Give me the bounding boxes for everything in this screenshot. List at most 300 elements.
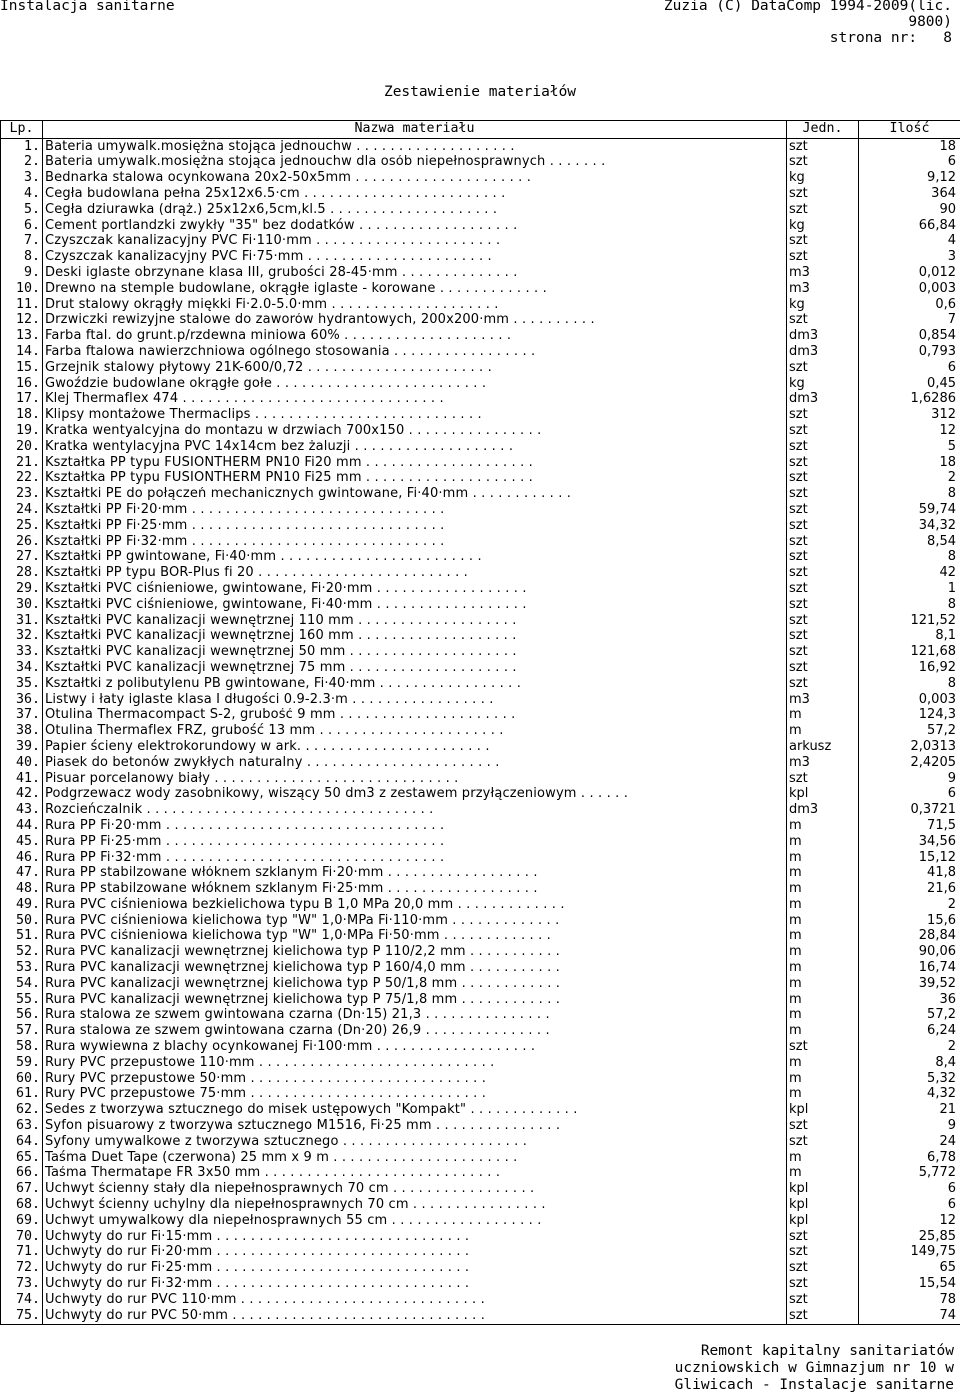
row-number: 32. <box>1 629 43 645</box>
table-row <box>1 518 960 534</box>
unit: szt <box>787 613 859 629</box>
row-number: 69. <box>1 1213 43 1229</box>
quantity: 36 <box>859 992 960 1008</box>
table-row <box>1 1134 960 1150</box>
quantity: 2,4205 <box>859 755 960 771</box>
unit: szt <box>787 660 859 676</box>
unit: szt <box>787 202 859 218</box>
quantity: 5,772 <box>859 1166 960 1182</box>
footer-line-3: Gliwicach - Instalacje sanitarne <box>675 1377 954 1393</box>
row-number: 5. <box>1 202 43 218</box>
table-row <box>1 708 960 724</box>
unit: dm3 <box>787 344 859 360</box>
material-name: Kształtki PE do połączeń mechanicznych gwintowane, Fi·40·mm . . . . . . . . . . . . <box>43 487 787 503</box>
material-name: Rozcieńczalnik . . . . . . . . . . . . . . . . . . . . . . . . . . . . . . . . . . <box>43 802 787 818</box>
quantity: 15,54 <box>859 1276 960 1292</box>
table-row <box>1 566 960 582</box>
material-name: Kształtka PP typu FUSIONTHERM PN10 Fi25 mm . . . . . . . . . . . . . . . . . . . . <box>43 471 787 487</box>
quantity: 78 <box>859 1292 960 1308</box>
quantity: 3 <box>859 250 960 266</box>
row-number: 68. <box>1 1197 43 1213</box>
row-number: 29. <box>1 581 43 597</box>
material-name: Kratka wentylacyjna PVC 14x14cm bez żaluzji . . . . . . . . . . . . . . . . . . . <box>43 439 787 455</box>
material-name: Bateria umywalk.mosiężna stojąca jednouchw dla osób niepełnosprawnych . . . . . . . <box>43 155 787 171</box>
table-row <box>1 834 960 850</box>
table-row <box>1 613 960 629</box>
row-number: 59. <box>1 1055 43 1071</box>
material-name: Rura stalowa ze szwem gwintowana czarna (Dn·20) 26,9 . . . . . . . . . . . . . . . <box>43 1024 787 1040</box>
quantity: 6 <box>859 360 960 376</box>
unit: m <box>787 1150 859 1166</box>
table-row <box>1 1308 960 1324</box>
material-name: Syfony umywalkowe z tworzywa sztucznego . . . . . . . . . . . . . . . . . . . . . . <box>43 1134 787 1150</box>
material-name: Kształtki PP typu BOR-Plus fi 20 . . . . . . . . . . . . . . . . . . . . . . . . . <box>43 566 787 582</box>
table-row <box>1 1039 960 1055</box>
row-number: 57. <box>1 1024 43 1040</box>
row-number: 15. <box>1 360 43 376</box>
unit: m <box>787 976 859 992</box>
unit: szt <box>787 186 859 202</box>
material-name: Rura PVC kanalizacji wewnętrznej kielichowa typ P 50/1,8 mm . . . . . . . . . . . . <box>43 976 787 992</box>
table-row <box>1 344 960 360</box>
quantity: 8 <box>859 676 960 692</box>
quantity: 0,45 <box>859 376 960 392</box>
row-number: 65. <box>1 1150 43 1166</box>
row-number: 14. <box>1 344 43 360</box>
unit: kg <box>787 376 859 392</box>
unit: szt <box>787 455 859 471</box>
unit: m3 <box>787 692 859 708</box>
table-row <box>1 471 960 487</box>
table-header-row <box>1 121 960 139</box>
material-name: Kształtki PP Fi·25·mm . . . . . . . . . . . . . . . . . . . . . . . . . . . . . . <box>43 518 787 534</box>
row-number: 43. <box>1 802 43 818</box>
column-header-unit: Jedn. <box>787 121 859 139</box>
unit: m <box>787 929 859 945</box>
quantity: 57,2 <box>859 1008 960 1024</box>
footer-line-2: uczniowskich w Gimnazjum nr 10 w <box>675 1360 954 1376</box>
unit: m <box>787 834 859 850</box>
material-name: Kształtki PVC kanalizacji wewnętrznej 50 mm . . . . . . . . . . . . . . . . . . . . <box>43 645 787 661</box>
table-row <box>1 692 960 708</box>
material-name: Uchwyt ścienny stały dla niepełnosprawnych 70 cm . . . . . . . . . . . . . . . . . <box>43 1182 787 1198</box>
quantity: 74 <box>859 1308 960 1324</box>
row-number: 28. <box>1 566 43 582</box>
table-row <box>1 581 960 597</box>
unit: szt <box>787 1261 859 1277</box>
column-header-lp: Lp. <box>1 121 43 139</box>
unit: szt <box>787 771 859 787</box>
table-row <box>1 1103 960 1119</box>
material-name: Piasek do betonów zwykłych naturalny . . . . . . . . . . . . . . . . . . . . . . . <box>43 755 787 771</box>
row-number: 7. <box>1 234 43 250</box>
quantity: 1,6286 <box>859 392 960 408</box>
unit: szt <box>787 250 859 266</box>
unit: m <box>787 897 859 913</box>
table-row <box>1 897 960 913</box>
table-row <box>1 913 960 929</box>
quantity: 25,85 <box>859 1229 960 1245</box>
unit: szt <box>787 550 859 566</box>
row-number: 16. <box>1 376 43 392</box>
quantity: 90 <box>859 202 960 218</box>
table-row <box>1 1024 960 1040</box>
quantity: 66,84 <box>859 218 960 234</box>
quantity: 0,3721 <box>859 802 960 818</box>
quantity: 21 <box>859 1103 960 1119</box>
quantity: 41,8 <box>859 866 960 882</box>
quantity: 149,75 <box>859 1245 960 1261</box>
material-name: Cegła budowlana pełna 25x12x6.5·cm . . . . . . . . . . . . . . . . . . . . . . . . <box>43 186 787 202</box>
material-name: Czyszczak kanalizacyjny PVC Fi·75·mm . . . . . . . . . . . . . . . . . . . . . . <box>43 250 787 266</box>
table-row <box>1 1197 960 1213</box>
material-name: Uchwyty do rur PVC 50·mm . . . . . . . . . . . . . . . . . . . . . . . . . . . . . . <box>43 1308 787 1324</box>
row-number: 20. <box>1 439 43 455</box>
unit: m <box>787 866 859 882</box>
material-name: Rura PVC ciśnieniowa kielichowa typ "W" 1,0·MPa Fi·50·mm . . . . . . . . . . . . . <box>43 929 787 945</box>
table-row <box>1 1245 960 1261</box>
table-row <box>1 439 960 455</box>
quantity: 16,92 <box>859 660 960 676</box>
table-row <box>1 329 960 345</box>
material-name: Rury PVC przepustowe 75·mm . . . . . . . . . . . . . . . . . . . . . . . . . . . . <box>43 1087 787 1103</box>
table-row <box>1 660 960 676</box>
row-number: 56. <box>1 1008 43 1024</box>
unit: szt <box>787 1134 859 1150</box>
table-row <box>1 1150 960 1166</box>
quantity: 2 <box>859 1039 960 1055</box>
quantity: 6,78 <box>859 1150 960 1166</box>
row-number: 34. <box>1 660 43 676</box>
row-number: 70. <box>1 1229 43 1245</box>
material-name: Rura wywiewna z blachy ocynkowanej Fi·100·mm . . . . . . . . . . . . . . . . . . . <box>43 1039 787 1055</box>
material-name: Rura PP stabilzowane włóknem szklanym Fi·20·mm . . . . . . . . . . . . . . . . . . <box>43 866 787 882</box>
footer-project-description <box>675 1343 954 1394</box>
unit: kg <box>787 171 859 187</box>
quantity: 8 <box>859 550 960 566</box>
quantity: 12 <box>859 423 960 439</box>
row-number: 47. <box>1 866 43 882</box>
material-name: Kształtki PP Fi·20·mm . . . . . . . . . . . . . . . . . . . . . . . . . . . . . . <box>43 502 787 518</box>
footer-line-1: Remont kapitalny sanitariatów <box>701 1343 954 1359</box>
row-number: 51. <box>1 929 43 945</box>
row-number: 55. <box>1 992 43 1008</box>
row-number: 9. <box>1 265 43 281</box>
column-header-quantity: Ilość <box>859 121 960 139</box>
quantity: 59,74 <box>859 502 960 518</box>
row-number: 60. <box>1 1071 43 1087</box>
row-number: 48. <box>1 881 43 897</box>
table-row <box>1 392 960 408</box>
row-number: 31. <box>1 613 43 629</box>
row-number: 73. <box>1 1276 43 1292</box>
table-row <box>1 755 960 771</box>
table-row <box>1 960 960 976</box>
quantity: 34,56 <box>859 834 960 850</box>
quantity: 1 <box>859 581 960 597</box>
row-number: 18. <box>1 408 43 424</box>
row-number: 12. <box>1 313 43 329</box>
table-row <box>1 1276 960 1292</box>
row-number: 21. <box>1 455 43 471</box>
quantity: 18 <box>859 455 960 471</box>
table-row <box>1 929 960 945</box>
header-license-line1: Zuzia (C) DataComp 1994-2009(lic. <box>664 0 952 14</box>
material-name: Bednarka stalowa ocynkowana 20x2-50x5mm . . . . . . . . . . . . . . . . . . . . . <box>43 171 787 187</box>
unit: szt <box>787 139 859 155</box>
table-row <box>1 281 960 297</box>
unit: szt <box>787 597 859 613</box>
unit: m <box>787 818 859 834</box>
material-name: Uchwyt ścienny uchylny dla niepełnosprawnych 70 cm . . . . . . . . . . . . . . . . <box>43 1197 787 1213</box>
material-name: Cement portlandzki zwykły "35" bez dodatków . . . . . . . . . . . . . . . . . . . <box>43 218 787 234</box>
unit: kpl <box>787 1213 859 1229</box>
table-row <box>1 455 960 471</box>
unit: szt <box>787 155 859 171</box>
header-page-number: strona nr: 8 <box>830 30 952 46</box>
row-number: 17. <box>1 392 43 408</box>
quantity: 65 <box>859 1261 960 1277</box>
table-row <box>1 376 960 392</box>
unit: m <box>787 960 859 976</box>
quantity: 8,54 <box>859 534 960 550</box>
material-name: Rura PP Fi·20·mm . . . . . . . . . . . . . . . . . . . . . . . . . . . . . . . . . <box>43 818 787 834</box>
unit: m <box>787 1024 859 1040</box>
table-row <box>1 1118 960 1134</box>
unit: szt <box>787 487 859 503</box>
quantity: 124,3 <box>859 708 960 724</box>
material-name: Rura PP Fi·25·mm . . . . . . . . . . . . . . . . . . . . . . . . . . . . . . . . . <box>43 834 787 850</box>
table-row <box>1 250 960 266</box>
table-row <box>1 802 960 818</box>
header-license-line2: 9800) <box>908 14 952 30</box>
material-name: Uchwyty do rur Fi·32·mm . . . . . . . . . . . . . . . . . . . . . . . . . . . . . . <box>43 1276 787 1292</box>
unit: szt <box>787 629 859 645</box>
material-name: Podgrzewacz wody zasobnikowy, wiszący 50 dm3 z zestawem przyłączeniowym . . . . . . <box>43 787 787 803</box>
row-number: 1. <box>1 139 43 155</box>
quantity: 34,32 <box>859 518 960 534</box>
unit: m <box>787 1055 859 1071</box>
unit: szt <box>787 313 859 329</box>
material-name: Kształtki z polibutylenu PB gwintowane, Fi·40·mm . . . . . . . . . . . . . . . . . <box>43 676 787 692</box>
material-name: Farba ftalowa nawierzchniowa ogólnego stosowania . . . . . . . . . . . . . . . . . <box>43 344 787 360</box>
table-row <box>1 739 960 755</box>
material-name: Pisuar porcelanowy biały . . . . . . . . . . . . . . . . . . . . . . . . . . . . . <box>43 771 787 787</box>
material-name: Otulina Thermaflex FRZ, grubość 13 mm . . . . . . . . . . . . . . . . . . . . . . <box>43 723 787 739</box>
unit: kg <box>787 218 859 234</box>
page-title: Zestawienie materiałów <box>0 84 960 100</box>
row-number: 66. <box>1 1166 43 1182</box>
row-number: 40. <box>1 755 43 771</box>
quantity: 8 <box>859 487 960 503</box>
material-name: Bateria umywalk.mosiężna stojąca jednouchw . . . . . . . . . . . . . . . . . . . <box>43 139 787 155</box>
unit: szt <box>787 408 859 424</box>
unit: szt <box>787 1292 859 1308</box>
table-row <box>1 202 960 218</box>
row-number: 11. <box>1 297 43 313</box>
unit: kpl <box>787 1182 859 1198</box>
quantity: 18 <box>859 139 960 155</box>
quantity: 8,1 <box>859 629 960 645</box>
table-row <box>1 1213 960 1229</box>
row-number: 61. <box>1 1087 43 1103</box>
quantity: 5,32 <box>859 1071 960 1087</box>
table-row <box>1 360 960 376</box>
table-row <box>1 1292 960 1308</box>
table-row <box>1 139 960 155</box>
quantity: 6 <box>859 787 960 803</box>
row-number: 3. <box>1 171 43 187</box>
table-row <box>1 502 960 518</box>
row-number: 35. <box>1 676 43 692</box>
table-row <box>1 645 960 661</box>
table-row <box>1 487 960 503</box>
material-name: Rura PP Fi·32·mm . . . . . . . . . . . . . . . . . . . . . . . . . . . . . . . . . <box>43 850 787 866</box>
unit: szt <box>787 1245 859 1261</box>
unit: szt <box>787 502 859 518</box>
material-name: Listwy i łaty iglaste klasa I długości 0.9-2.3·m . . . . . . . . . . . . . . . . . <box>43 692 787 708</box>
unit: kpl <box>787 1103 859 1119</box>
unit: szt <box>787 645 859 661</box>
table-row <box>1 629 960 645</box>
quantity: 9 <box>859 1118 960 1134</box>
materials-table <box>0 120 960 1325</box>
unit: m <box>787 708 859 724</box>
unit: szt <box>787 1039 859 1055</box>
material-name: Rury PVC przepustowe 50·mm . . . . . . . . . . . . . . . . . . . . . . . . . . . . <box>43 1071 787 1087</box>
quantity: 39,52 <box>859 976 960 992</box>
material-name: Farba ftal. do grunt.p/rzdewna miniowa 60% . . . . . . . . . . . . . . . . . . . . <box>43 329 787 345</box>
row-number: 42. <box>1 787 43 803</box>
table-row <box>1 976 960 992</box>
table-row <box>1 171 960 187</box>
unit: kpl <box>787 787 859 803</box>
material-name: Cegła dziurawka (drąż.) 25x12x6,5cm,kl.5 . . . . . . . . . . . . . . . . . . . . <box>43 202 787 218</box>
table-row <box>1 1071 960 1087</box>
row-number: 63. <box>1 1118 43 1134</box>
table-row <box>1 723 960 739</box>
material-name: Kształtka PP typu FUSIONTHERM PN10 Fi20 mm . . . . . . . . . . . . . . . . . . . . <box>43 455 787 471</box>
table-row <box>1 550 960 566</box>
table-row <box>1 1008 960 1024</box>
table-row <box>1 787 960 803</box>
row-number: 2. <box>1 155 43 171</box>
table-row <box>1 676 960 692</box>
unit: kpl <box>787 1197 859 1213</box>
row-number: 67. <box>1 1182 43 1198</box>
table-row <box>1 423 960 439</box>
quantity: 8 <box>859 597 960 613</box>
unit: m3 <box>787 755 859 771</box>
unit: m <box>787 945 859 961</box>
material-name: Rura PVC ciśnieniowa kielichowa typ "W" 1,0·MPa Fi·110·mm . . . . . . . . . . . . . <box>43 913 787 929</box>
table-row <box>1 1087 960 1103</box>
unit: dm3 <box>787 392 859 408</box>
material-name: Rury PVC przepustowe 110·mm . . . . . . . . . . . . . . . . . . . . . . . . . . . . <box>43 1055 787 1071</box>
table-row <box>1 265 960 281</box>
table-body <box>1 139 960 1325</box>
table-row <box>1 297 960 313</box>
unit: szt <box>787 1118 859 1134</box>
unit: szt <box>787 439 859 455</box>
material-name: Syfon pisuarowy z tworzywa sztucznego M1516, Fi·25 mm . . . . . . . . . . . . . . . <box>43 1118 787 1134</box>
table-row <box>1 850 960 866</box>
material-name: Klipsy montażowe Thermaclips . . . . . . . . . . . . . . . . . . . . . . . . . . . <box>43 408 787 424</box>
row-number: 23. <box>1 487 43 503</box>
quantity: 21,6 <box>859 881 960 897</box>
row-number: 74. <box>1 1292 43 1308</box>
quantity: 6,24 <box>859 1024 960 1040</box>
quantity: 0,6 <box>859 297 960 313</box>
quantity: 6 <box>859 155 960 171</box>
table-row <box>1 234 960 250</box>
quantity: 4 <box>859 234 960 250</box>
row-number: 75. <box>1 1308 43 1324</box>
material-name: Czyszczak kanalizacyjny PVC Fi·110·mm . . . . . . . . . . . . . . . . . . . . . . <box>43 234 787 250</box>
row-number: 19. <box>1 423 43 439</box>
header-software-info <box>664 0 952 46</box>
unit: m <box>787 850 859 866</box>
material-name: Kształtki PVC ciśnieniowe, gwintowane, Fi·20·mm . . . . . . . . . . . . . . . . . . <box>43 581 787 597</box>
material-name: Rura PVC kanalizacji wewnętrznej kielichowa typ P 75/1,8 mm . . . . . . . . . . . . <box>43 992 787 1008</box>
quantity: 15,6 <box>859 913 960 929</box>
material-name: Uchwyty do rur Fi·15·mm . . . . . . . . . . . . . . . . . . . . . . . . . . . . . . <box>43 1229 787 1245</box>
table-row <box>1 818 960 834</box>
unit: szt <box>787 1229 859 1245</box>
table-row <box>1 881 960 897</box>
table-row <box>1 186 960 202</box>
unit: m <box>787 881 859 897</box>
material-name: Kształtki PVC kanalizacji wewnętrznej 75 mm . . . . . . . . . . . . . . . . . . . . <box>43 660 787 676</box>
quantity: 312 <box>859 408 960 424</box>
quantity: 0,793 <box>859 344 960 360</box>
material-name: Uchwyty do rur PVC 110·mm . . . . . . . . . . . . . . . . . . . . . . . . . . . . . <box>43 1292 787 1308</box>
column-header-name: Nazwa materiału <box>43 121 787 139</box>
unit: m <box>787 723 859 739</box>
unit: szt <box>787 581 859 597</box>
unit: kg <box>787 297 859 313</box>
quantity: 42 <box>859 566 960 582</box>
header-project-name: Instalacja sanitarne <box>0 0 175 14</box>
material-name: Drzwiczki rewizyjne stalowe do zaworów hydrantowych, 200x200·mm . . . . . . . . . . <box>43 313 787 329</box>
material-name: Rura PVC kanalizacji wewnętrznej kielichowa typ P 110/2,2 mm . . . . . . . . . . . <box>43 945 787 961</box>
unit: szt <box>787 566 859 582</box>
row-number: 6. <box>1 218 43 234</box>
material-name: Kratka wentyalcyjna do montazu w drzwiach 700x150 . . . . . . . . . . . . . . . . <box>43 423 787 439</box>
unit: szt <box>787 1276 859 1292</box>
quantity: 8,4 <box>859 1055 960 1071</box>
table-row <box>1 1182 960 1198</box>
unit: m3 <box>787 265 859 281</box>
quantity: 2,0313 <box>859 739 960 755</box>
row-number: 54. <box>1 976 43 992</box>
material-name: Uchwyty do rur Fi·20·mm . . . . . . . . . . . . . . . . . . . . . . . . . . . . . . <box>43 1245 787 1261</box>
material-name: Kształtki PVC kanalizacji wewnętrznej 160 mm . . . . . . . . . . . . . . . . . . . <box>43 629 787 645</box>
table-row <box>1 534 960 550</box>
table-row <box>1 771 960 787</box>
row-number: 46. <box>1 850 43 866</box>
unit: m <box>787 1087 859 1103</box>
table-row <box>1 313 960 329</box>
quantity: 6 <box>859 1182 960 1198</box>
material-name: Kształtki PP gwintowane, Fi·40·mm . . . . . . . . . . . . . . . . . . . . . . . . <box>43 550 787 566</box>
material-name: Taśma Thermatape FR 3x50 mm . . . . . . . . . . . . . . . . . . . . . . . . . . . . <box>43 1166 787 1182</box>
table-row <box>1 1166 960 1182</box>
row-number: 38. <box>1 723 43 739</box>
row-number: 8. <box>1 250 43 266</box>
row-number: 45. <box>1 834 43 850</box>
table-row <box>1 597 960 613</box>
